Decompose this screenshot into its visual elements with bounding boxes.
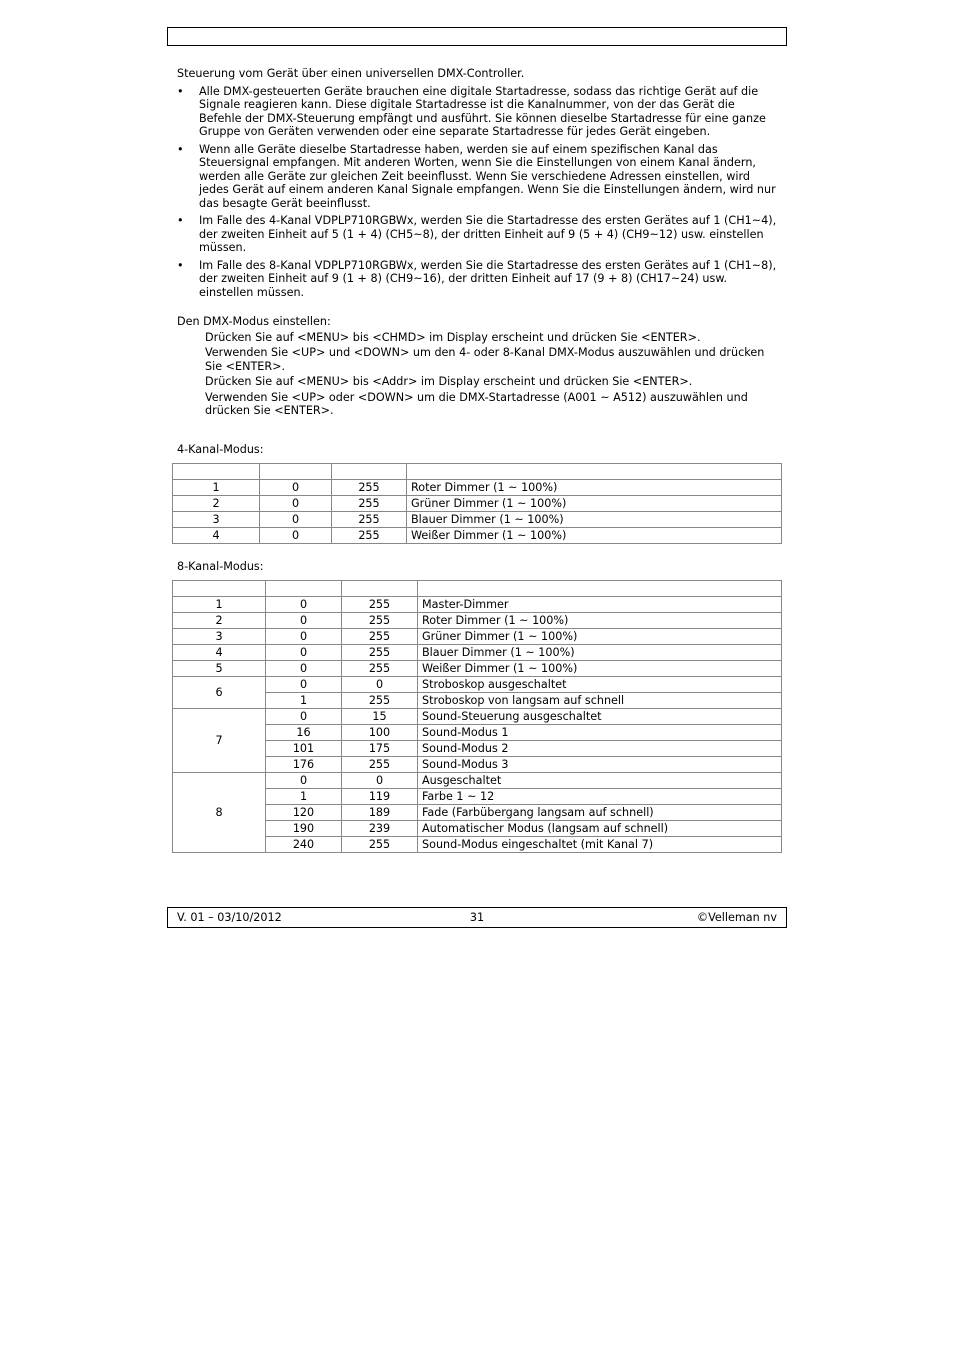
bullet-text: Im Falle des 4-Kanal VDPLP710RGBWx, werden Sie die Startadresse des ersten Gerätes auf 1 (CH1~4), der zweiten Einheit auf 5 (1 + 4) (CH5~8), der dritten Einheit auf 9 (5 + 4) (CH9~12) usw. einstellen müssen. [199,214,777,254]
table-cell: 255 [342,661,418,677]
bullet-list [177,85,777,300]
table-cell: Ausgeschaltet [418,773,782,789]
step-item: Drücken Sie auf <MENU> bis <Addr> im Display erscheint und drücken Sie <ENTER>. [205,375,693,388]
table-cell: 0 [266,677,342,693]
bullet-item [177,214,777,255]
table-cell: 1 [266,789,342,805]
header-cell [260,464,332,480]
table-cell: 8 [173,773,266,853]
table-cell: 2 [173,496,260,512]
header-cell [418,581,782,597]
table-cell: Automatischer Modus (langsam auf schnell) [418,821,782,837]
bullet-item [177,259,777,300]
table-cell: 0 [266,629,342,645]
bullet-item [177,143,777,211]
table-row [173,597,782,613]
table-cell: 15 [342,709,418,725]
table-cell: 0 [342,677,418,693]
mode4-table [172,463,782,544]
mode8-table [172,580,782,853]
footer-page-number: 31 [469,911,485,924]
bullet-item [177,85,777,139]
table-cell: Sound-Modus 2 [418,741,782,757]
step-item: Verwenden Sie <UP> und <DOWN> um den 4- oder 8-Kanal DMX-Modus auszuwählen und drücken Sie <ENTER>. [205,346,765,373]
table-cell: Farbe 1 ~ 12 [418,789,782,805]
table-header-row [173,464,782,480]
table-cell: 255 [342,613,418,629]
table-cell: 175 [342,741,418,757]
table-row [173,709,782,725]
table-cell: Sound-Modus 3 [418,757,782,773]
table-cell: 0 [266,613,342,629]
table-cell: 5 [173,661,266,677]
table-cell: 100 [342,725,418,741]
header-cell [407,464,782,480]
table-cell: 4 [173,528,260,544]
table-cell: 255 [332,496,407,512]
table-row [173,613,782,629]
table-cell: 255 [342,629,418,645]
table-cell: 190 [266,821,342,837]
table-cell: 16 [266,725,342,741]
table-cell: 255 [342,693,418,709]
bullet-icon: • [177,84,184,98]
header-cell [342,581,418,597]
table-cell: Weißer Dimmer (1 ~ 100%) [407,528,782,544]
table-cell: Grüner Dimmer (1 ~ 100%) [418,629,782,645]
table-cell: 255 [342,757,418,773]
table-row [173,661,782,677]
table-cell: 255 [342,837,418,853]
table-row [173,496,782,512]
table-cell: Stroboskop von langsam auf schnell [418,693,782,709]
table-cell: Roter Dimmer (1 ~ 100%) [407,480,782,496]
table-cell: Blauer Dimmer (1 ~ 100%) [407,512,782,528]
table-cell: 255 [332,512,407,528]
table-cell: 255 [342,597,418,613]
table-cell: 0 [260,512,332,528]
table-row [173,677,782,693]
table-cell: 240 [266,837,342,853]
table-row [173,480,782,496]
dmx-setup-title: Den DMX-Modus einstellen: [177,315,331,328]
table-cell: Fade (Farbübergang langsam auf schnell) [418,805,782,821]
table-cell: 0 [342,773,418,789]
table-cell: 3 [173,629,266,645]
table-cell: Weißer Dimmer (1 ~ 100%) [418,661,782,677]
table-cell: 101 [266,741,342,757]
table-cell: Sound-Steuerung ausgeschaltet [418,709,782,725]
step-item: Drücken Sie auf <MENU> bis <CHMD> im Display erscheint und drücken Sie <ENTER>. [205,330,701,344]
intro-text: Steuerung vom Gerät über einen universellen DMX-Controller. [177,67,525,80]
table-cell: 2 [173,613,266,629]
table-cell: 176 [266,757,342,773]
table-cell: 119 [342,789,418,805]
table-cell: Sound-Modus eingeschaltet (mit Kanal 7) [418,837,782,853]
table-cell: Roter Dimmer (1 ~ 100%) [418,613,782,629]
footer-version: V. 01 – 03/10/2012 [177,911,282,924]
bullet-text: Wenn alle Geräte dieselbe Startadresse haben, werden sie auf einem spezifischen Kanal das Steuersignal empfangen. Mit anderen Worten, wenn Sie die Einstellungen von einem Kanal ändern, werden alle Geräte zur gleichen Zeit beeinflusst. Wenn Sie verschiedene Adressen einstellen, wird jedes Gerät auf einem anderen Kanal Signale empfangen. Wenn Sie die Einstellungen ändern, wird nur das besagte Gerät beeinflusst. [199,142,776,210]
table-cell: 4 [173,645,266,661]
table-row [173,512,782,528]
table-cell: Stroboskop ausgeschaltet [418,677,782,693]
table-cell: Grüner Dimmer (1 ~ 100%) [407,496,782,512]
table-cell: 0 [260,496,332,512]
table-cell: 0 [266,773,342,789]
table-cell: Sound-Modus 1 [418,725,782,741]
header-cell [173,581,266,597]
bullet-icon: • [177,258,184,272]
page-footer [167,907,787,928]
table-cell: Blauer Dimmer (1 ~ 100%) [418,645,782,661]
table-cell: 0 [260,528,332,544]
header-box [167,27,787,46]
bullet-text: Alle DMX-gesteuerten Geräte brauchen eine digitale Startadresse, sodass das richtige Gerät auf die Signale reagieren kann. Diese digitale Startadresse ist die Kanalnummer, von der das Gerät die Befehle der DMX-Steuerung empfängt und ausführt. Sie können dieselbe Startadresse für eine ganze Gruppe von Geräten verwenden oder eine separate Startadresse für jedes Gerät eingeben. [199,84,766,138]
header-cell [173,464,260,480]
table-header-row [173,581,782,597]
step-item: Verwenden Sie <UP> oder <DOWN> um die DMX-Startadresse (A001 ~ A512) auszuwählen und drücken Sie <ENTER>. [205,390,748,417]
table-cell: 0 [266,709,342,725]
bullet-icon: • [177,214,184,227]
table-row [173,773,782,789]
table-cell: Master-Dimmer [418,597,782,613]
table-cell: 1 [173,480,260,496]
header-cell [332,464,407,480]
table-row [173,629,782,645]
table-cell: 1 [266,693,342,709]
table-row [173,645,782,661]
table-cell: 7 [173,709,266,773]
table-cell: 120 [266,805,342,821]
table-cell: 189 [342,805,418,821]
table-cell: 1 [173,597,266,613]
table-cell: 255 [332,528,407,544]
table-cell: 239 [342,821,418,837]
table-cell: 0 [266,645,342,661]
table-cell: 6 [173,677,266,709]
mode4-title: 4-Kanal-Modus: [177,443,264,456]
header-cell [266,581,342,597]
bullet-icon: • [177,142,184,156]
table-cell: 0 [266,661,342,677]
table-cell: 255 [342,645,418,661]
mode8-title: 8-Kanal-Modus: [177,560,264,573]
bullet-text: Im Falle des 8-Kanal VDPLP710RGBWx, werden Sie die Startadresse des ersten Gerätes auf 1 (CH1~8), der zweiten Einheit auf 9 (1 + 8) (CH9~16), der dritten Einheit auf 17 (9 + 8) (CH17~24) usw. einstellen müssen. [199,258,777,299]
table-cell: 3 [173,512,260,528]
table-row [173,528,782,544]
main-content [177,67,777,420]
dmx-steps [177,331,777,418]
table-cell: 0 [266,597,342,613]
table-cell: 255 [332,480,407,496]
footer-copyright: ©Velleman nv [696,911,777,924]
table-cell: 0 [260,480,332,496]
